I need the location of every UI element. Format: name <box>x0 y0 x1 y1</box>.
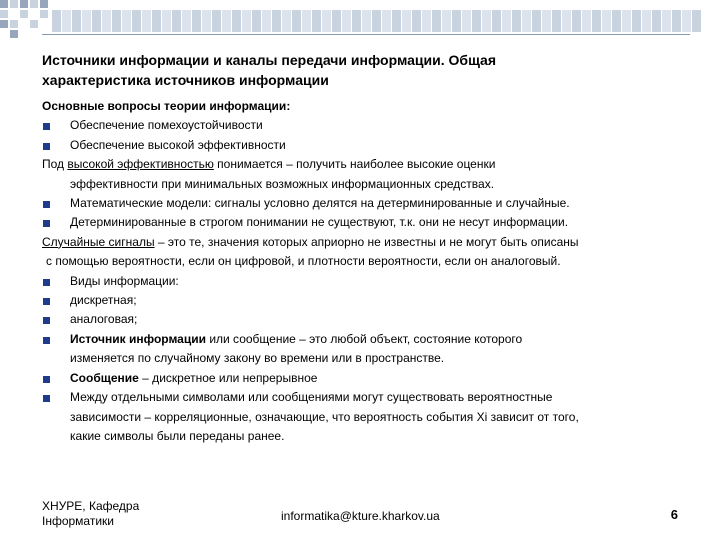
decor-stripe <box>122 10 131 32</box>
text-line <box>42 97 692 116</box>
decor-square <box>20 10 28 18</box>
decor-stripe <box>322 10 331 32</box>
bullet-item <box>42 136 692 155</box>
decor-stripe <box>232 10 241 32</box>
line-text: – это те, значения которых априорно не известны и не могут быть описаны <box>154 234 579 249</box>
decor-stripe <box>332 10 341 32</box>
underlined-term: высокой эффективностью <box>67 157 214 172</box>
decor-stripe <box>552 10 561 32</box>
decor-stripe <box>662 10 671 32</box>
line-text: аналоговая; <box>70 312 138 327</box>
line-text: изменяется по случайному закону во времени или в пространстве. <box>70 351 445 366</box>
bullet-item <box>42 310 692 329</box>
decor-stripe <box>262 10 271 32</box>
line-text: Обеспечение помехоустойчивости <box>70 118 263 133</box>
decor-stripe <box>592 10 601 32</box>
decor-stripe <box>282 10 291 32</box>
decor-square <box>0 0 8 8</box>
bullet-item <box>42 291 692 310</box>
decor-stripe <box>182 10 191 32</box>
decor-square <box>20 0 28 8</box>
decor-stripe <box>492 10 501 32</box>
decor-square <box>10 0 18 8</box>
decor-stripe <box>292 10 301 32</box>
text-line <box>42 252 692 271</box>
bullet-item <box>42 369 692 388</box>
decor-stripe <box>142 10 151 32</box>
decor-stripe <box>692 10 701 32</box>
decor-stripe <box>202 10 211 32</box>
footer-org-line1: ХНУРЕ, Кафедра <box>42 499 140 513</box>
line-text: с помощью вероятности, если он цифровой, и плотности вероятности, если он аналоговый. <box>46 254 561 269</box>
decor-stripe <box>612 10 621 32</box>
line-text: Виды информации: <box>70 273 179 288</box>
decor-stripe <box>642 10 651 32</box>
decor-square <box>0 10 8 18</box>
decor-stripe <box>362 10 371 32</box>
footer-email: informatika@kture.kharkov.ua <box>281 509 440 523</box>
decor-stripe <box>192 10 201 32</box>
decor-stripe <box>112 10 121 32</box>
slide-title-line1: Источники информации и каналы передачи информации. Общая <box>42 52 497 68</box>
bullet-item <box>42 388 692 407</box>
line-text: Детерминированные в строгом понимании не существуют, т.к. они не несут информации. <box>70 215 569 230</box>
decor-square <box>30 20 38 28</box>
line-text: дискретная; <box>70 293 137 308</box>
slide-title-line2: характеристика источников информации <box>42 72 329 88</box>
decor-stripe <box>502 10 511 32</box>
decor-stripe <box>172 10 181 32</box>
decor-stripe <box>352 10 361 32</box>
decor-stripe <box>222 10 231 32</box>
bullet-item <box>42 213 692 232</box>
bullet-item <box>42 330 692 349</box>
decor-stripe <box>372 10 381 32</box>
decor-stripe <box>682 10 691 32</box>
decor-stripe <box>522 10 531 32</box>
text-line <box>42 408 692 427</box>
decor-stripe <box>622 10 631 32</box>
header-rule <box>42 34 690 35</box>
decor-stripe <box>532 10 541 32</box>
decor-stripe <box>272 10 281 32</box>
decor-stripe <box>512 10 521 32</box>
footer-org-line2: Інформатики <box>42 514 114 528</box>
decor-stripe <box>412 10 421 32</box>
line-text: Под <box>42 157 68 172</box>
line-text: Математические модели: сигналы условно делятся на детерминированные и случайные. <box>70 196 570 211</box>
decor-stripe <box>582 10 591 32</box>
decor-stripe <box>632 10 641 32</box>
line-text: Между отдельными символами или сообщениями могут существовать вероятностные <box>70 390 553 405</box>
line-text: эффективности при минимальных возможных информационных средствах. <box>70 176 495 191</box>
bullet-item <box>42 116 692 135</box>
decor-square <box>40 10 48 18</box>
footer-organization <box>42 499 139 529</box>
decor-stripe <box>672 10 681 32</box>
decor-stripe <box>432 10 441 32</box>
line-text: или сообщение – это любой объект, состояние которого <box>205 331 523 346</box>
line-text: Обеспечение высокой эффективности <box>70 137 286 152</box>
text-line <box>42 233 692 252</box>
decor-stripe <box>302 10 311 32</box>
underlined-term: Случайные сигналы <box>42 234 155 249</box>
decor-stripe <box>462 10 471 32</box>
decor-stripe <box>92 10 101 32</box>
line-text: зависимости – корреляционные, означающие, что вероятность события Xi зависит от того, <box>70 409 579 424</box>
decor-stripe <box>242 10 251 32</box>
page-number: 6 <box>670 507 678 522</box>
decor-stripe <box>382 10 391 32</box>
bold-term: Основные вопросы теории информации: <box>42 99 291 113</box>
decor-stripe <box>402 10 411 32</box>
decor-stripe <box>572 10 581 32</box>
slide-title <box>42 50 682 90</box>
decor-stripe <box>482 10 491 32</box>
text-line <box>42 349 692 368</box>
decor-stripe <box>132 10 141 32</box>
decor-stripe <box>452 10 461 32</box>
slide-body <box>42 97 692 446</box>
line-text: какие символы были переданы ранее. <box>70 428 285 443</box>
decor-square <box>40 0 48 8</box>
decor-stripe <box>82 10 91 32</box>
decor-square <box>30 0 38 8</box>
decor-square <box>10 30 18 38</box>
decor-stripe <box>652 10 661 32</box>
decor-stripe <box>62 10 71 32</box>
decor-stripe <box>422 10 431 32</box>
decor-square <box>10 20 18 28</box>
decor-square <box>0 20 8 28</box>
line-text: понимается – получить наиболее высокие оценки <box>213 157 496 172</box>
decor-stripe <box>252 10 261 32</box>
decor-stripe <box>212 10 221 32</box>
decor-stripe <box>442 10 451 32</box>
decor-stripe <box>52 10 61 32</box>
decor-stripe <box>472 10 481 32</box>
text-line <box>42 155 692 174</box>
text-line <box>42 427 692 446</box>
bold-term: Сообщение <box>70 370 139 385</box>
line-text: – дискретное или непрерывное <box>138 370 318 385</box>
bold-term: Источник информации <box>70 331 206 346</box>
decor-stripe <box>72 10 81 32</box>
bullet-item <box>42 272 692 291</box>
decor-stripe <box>392 10 401 32</box>
decor-stripe <box>342 10 351 32</box>
bullet-item <box>42 194 692 213</box>
decor-stripe <box>102 10 111 32</box>
decor-stripe <box>542 10 551 32</box>
decor-stripe <box>312 10 321 32</box>
decor-stripe <box>152 10 161 32</box>
text-line <box>42 175 692 194</box>
decor-stripe <box>562 10 571 32</box>
decor-stripe <box>162 10 171 32</box>
decor-stripe <box>602 10 611 32</box>
